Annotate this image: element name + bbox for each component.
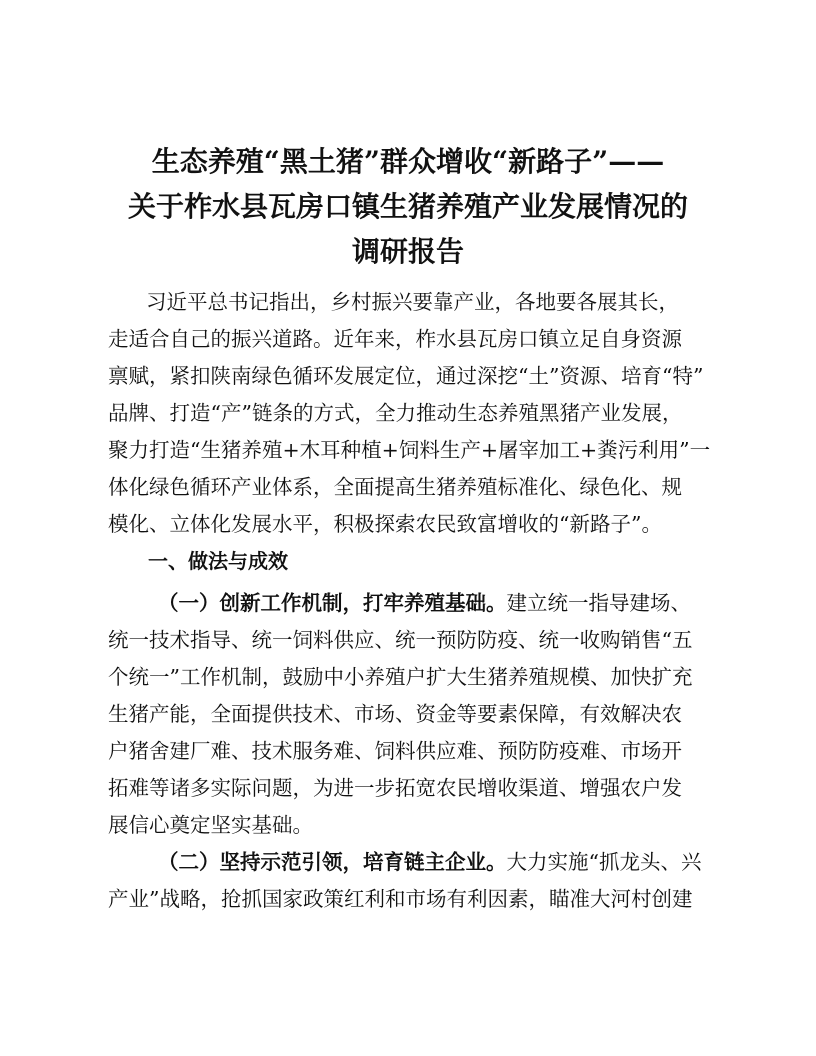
document-title-line-1: 生态养殖“黑土猪”群众增收“新路子”——: [151, 145, 665, 178]
document-title-line-2: 关于柞水县瓦房口镇生猪养殖产业发展情况的: [127, 190, 688, 223]
intro-line-1: 习近平总书记指出，乡村振兴要靠产业，各地要各展其长，: [146, 290, 679, 314]
subsection-1-heading: （一）创新工作机制，打牢养殖基础。: [158, 591, 507, 615]
intro-line-3: 禀赋，紧扣陕南绿色循环发展定位，通过深挖“土”资源、培育“特”: [108, 364, 704, 388]
subsection-1-text-start: 建立统一指导建场、: [506, 591, 691, 615]
subsection-1-line-6: 拓难等诸多实际问题，为进一步拓宽农民增收渠道、增强农户发: [108, 776, 682, 800]
subsection-1-line-3: 个统一”工作机制，鼓励中小养殖户扩大生猪养殖规模、加快扩充: [108, 665, 693, 689]
section-heading-1: 一、做法与成效: [148, 549, 288, 573]
intro-line-7: 模化、立体化发展水平，积极探索农民致富增收的“新路子”。: [108, 512, 662, 536]
subsection-1-line-7: 展信心奠定坚实基础。: [108, 813, 313, 837]
intro-line-4: 品牌、打造“产”链条的方式，全力推动生态养殖黑猪产业发展，: [108, 401, 683, 425]
subsection-2-line-2: 产业”战略，抢抓国家政策红利和市场有利因素，瞄准大河村创建: [108, 887, 693, 911]
intro-line-5: 聚力打造“生猪养殖+木耳种植+饲料生产+屠宰加工+粪污利用”一: [108, 438, 711, 462]
subsection-1-line-2: 统一技术指导、统一饲料供应、统一预防防疫、统一收购销售“五: [108, 628, 693, 652]
intro-line-2: 走适合自己的振兴道路。近年来，柞水县瓦房口镇立足自身资源: [108, 327, 682, 351]
subsection-2-text-start: 大力实施“抓龙头、兴: [506, 850, 702, 874]
subsection-1-line-5: 户猪舍建厂难、技术服务难、饲料供应难、预防防疫难、市场开: [108, 739, 682, 763]
subsection-1-first-line: [158, 590, 691, 616]
subsection-1-line-4: 生猪产能，全面提供技术、市场、资金等要素保障，有效解决农: [108, 702, 682, 726]
subsection-2-first-line: [158, 849, 701, 875]
subsection-2-heading: （二）坚持示范引领，培育链主企业。: [158, 850, 507, 874]
intro-line-6: 体化绿色循环产业体系，全面提高生猪养殖标准化、绿色化、规: [108, 475, 682, 499]
document-title-line-3: 调研报告: [351, 235, 464, 268]
